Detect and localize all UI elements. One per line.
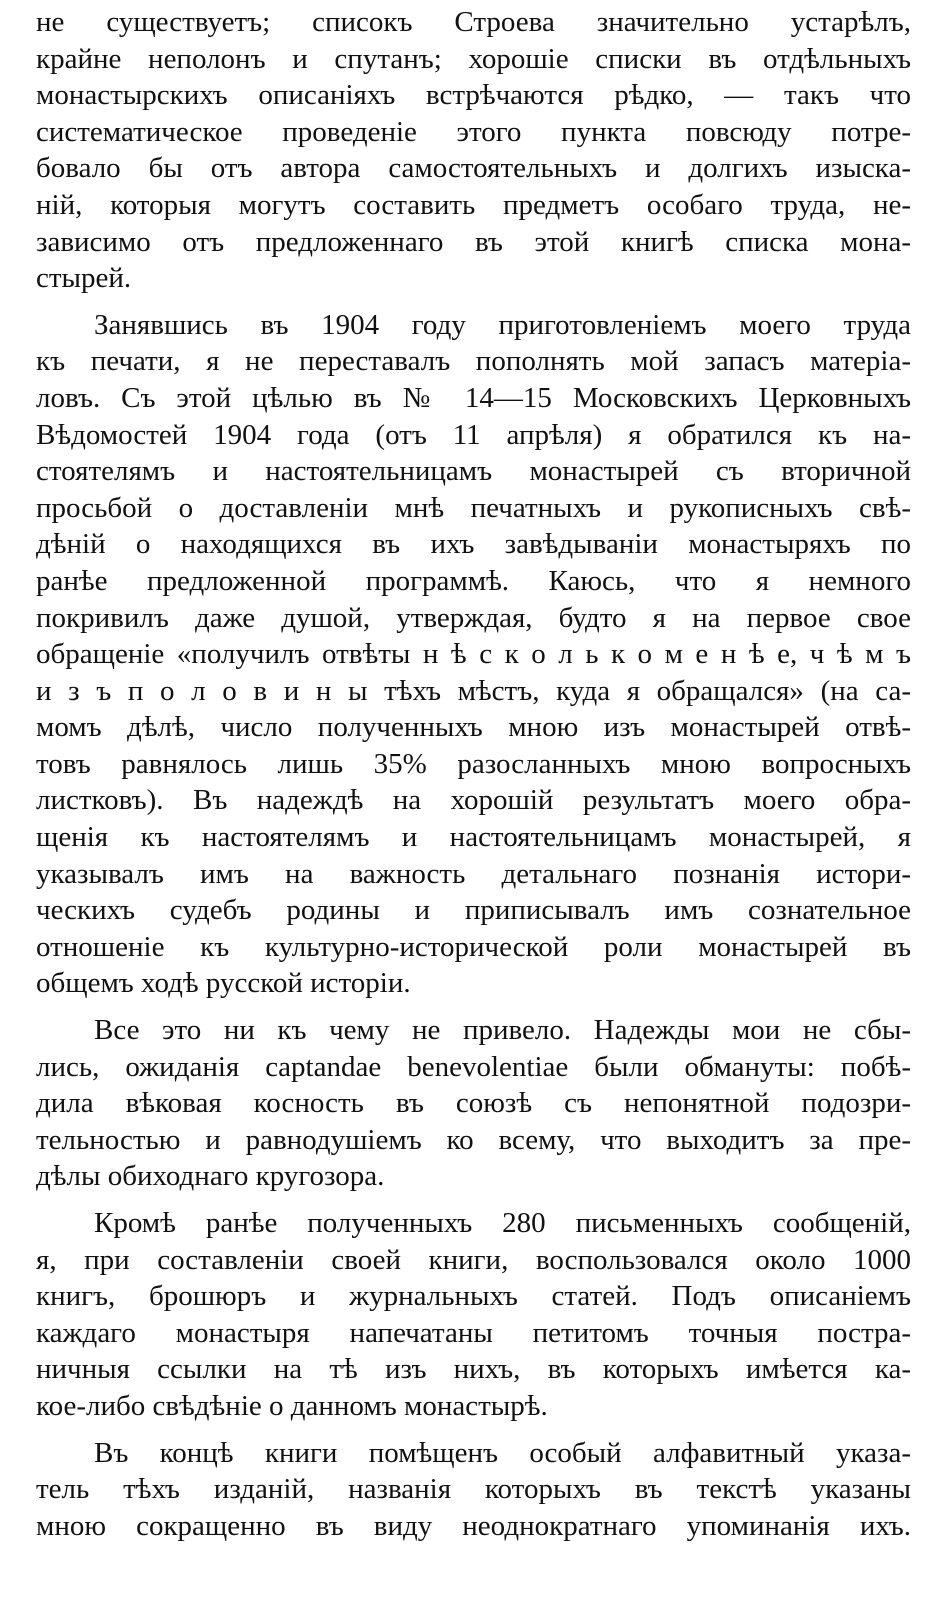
text-line: указывалъ имъ на важность детальнаго познанія истори-: [36, 857, 911, 890]
text-line: дила вѣковая косность въ союзѣ съ непонятной подозри-: [36, 1087, 911, 1120]
text-line: книгъ, брошюръ и журнальныхъ статей. Подъ описаніемъ: [36, 1280, 911, 1313]
text-line: ранѣе предложенной программѣ. Каюсь, что я немного: [36, 564, 911, 597]
text-line: крайне неполонъ и спутанъ; хорошіе списки въ отдѣльныхъ: [36, 42, 911, 75]
text-line: къ печати, я не переставалъ пополнять мой запасъ матеріа-: [36, 345, 911, 378]
paragraph: [36, 307, 911, 1002]
text-line: ній, которыя могутъ составить предметъ особаго труда, не-: [36, 188, 911, 221]
text-line: дѣлы обиходнаго кругозора.: [36, 1160, 385, 1193]
text-line: кое-либо свѣдѣніе о данномъ монастырѣ.: [36, 1389, 548, 1422]
text-line: ческихъ судебъ родины и приписывалъ имъ сознательное: [36, 894, 911, 927]
text-line: тель тѣхъ изданій, названія которыхъ въ текстѣ указаны: [36, 1473, 911, 1506]
text-line: лись, ожиданія captandae benevolentiae были обмануты: побѣ-: [36, 1050, 911, 1083]
text-line: я, при составленіи своей книги, воспользовался около 1000: [36, 1243, 911, 1276]
paragraph: [36, 1435, 911, 1545]
text-line: стырей.: [36, 262, 132, 295]
text-line: ловъ. Съ этой цѣлью въ № 14—15 Московскихъ Церковныхъ: [36, 381, 911, 414]
paragraph: [36, 4, 911, 297]
text-line: каждаго монастыря напечатаны петитомъ точныя постра-: [36, 1316, 911, 1349]
paragraph-gap: [36, 297, 911, 307]
text-line: и з ъ п о л о в и н ы тѣхъ мѣстъ, куда я обращался» (на са-: [36, 674, 911, 707]
paragraph: [36, 1205, 911, 1425]
text-line: щенія къ настоятелямъ и настоятельницамъ монастырей, я: [36, 821, 911, 854]
text-line: Кромѣ ранѣе полученныхъ 280 письменныхъ сообщеній,: [94, 1207, 911, 1239]
text-line: тельностью и равнодушіемъ ко всему, что выходитъ за пре-: [36, 1123, 911, 1156]
paragraph: [36, 1012, 911, 1195]
paragraph-gap: [36, 1425, 911, 1435]
text-line: дѣній о находящихся въ ихъ завѣдываніи монастыряхъ по: [36, 528, 911, 561]
text-line: монастырскихъ описаніяхъ встрѣчаются рѣдко, — такъ что: [36, 79, 911, 112]
text-line: момъ дѣлѣ, число полученныхъ мною изъ монастырей отвѣ-: [36, 711, 911, 744]
text-line: Въ концѣ книги помѣщенъ особый алфавитный указа-: [94, 1436, 911, 1469]
text-line: не существуетъ; списокъ Строева значительно устарѣлъ,: [36, 6, 911, 38]
text-line: Вѣдомостей 1904 года (отъ 11 апрѣля) я обратился къ на-: [36, 418, 911, 451]
text-line: обращеніе «получилъ отвѣты н ѣ с к о л ь к о м е н ѣ е, ч ѣ м ъ: [36, 638, 911, 671]
text-line: листковъ). Въ надеждѣ на хорошій результатъ моего обра-: [36, 784, 911, 817]
text-line: ничныя ссылки на тѣ изъ нихъ, въ которыхъ имѣется ка-: [36, 1353, 911, 1386]
text-line: систематическое проведеніе этого пункта повсюду потре-: [36, 115, 911, 148]
text-line: Занявшись въ 1904 году приготовленіемъ моего труда: [94, 308, 911, 341]
text-line: покривилъ даже душой, утверждая, будто я на первое свое: [36, 601, 911, 634]
text-line: Все это ни къ чему не привело. Надежды мои не сбы-: [94, 1014, 911, 1047]
text-line: отношеніе къ культурно-исторической роли монастырей въ: [36, 930, 911, 963]
paragraph-gap: [36, 1002, 911, 1012]
text-line: бовало бы отъ автора самостоятельныхъ и долгихъ изыска-: [36, 152, 911, 185]
text-line: стоятелямъ и настоятельницамъ монастырей съ вторичной: [36, 455, 911, 488]
body-text: [36, 4, 911, 1544]
paragraph-gap: [36, 1195, 911, 1205]
text-line: просьбой о доставленіи мнѣ печатныхъ и рукописныхъ свѣ-: [36, 491, 911, 524]
text-line: общемъ ходѣ русской исторіи.: [36, 967, 411, 1000]
text-line: товъ равнялось лишь 35% разосланныхъ мною вопросныхъ: [36, 747, 911, 780]
text-line: зависимо отъ предложеннаго въ этой книгѣ списка мона-: [36, 225, 911, 258]
text-line: мною сокращенно въ виду неоднократнаго упоминанія ихъ.: [36, 1509, 911, 1542]
